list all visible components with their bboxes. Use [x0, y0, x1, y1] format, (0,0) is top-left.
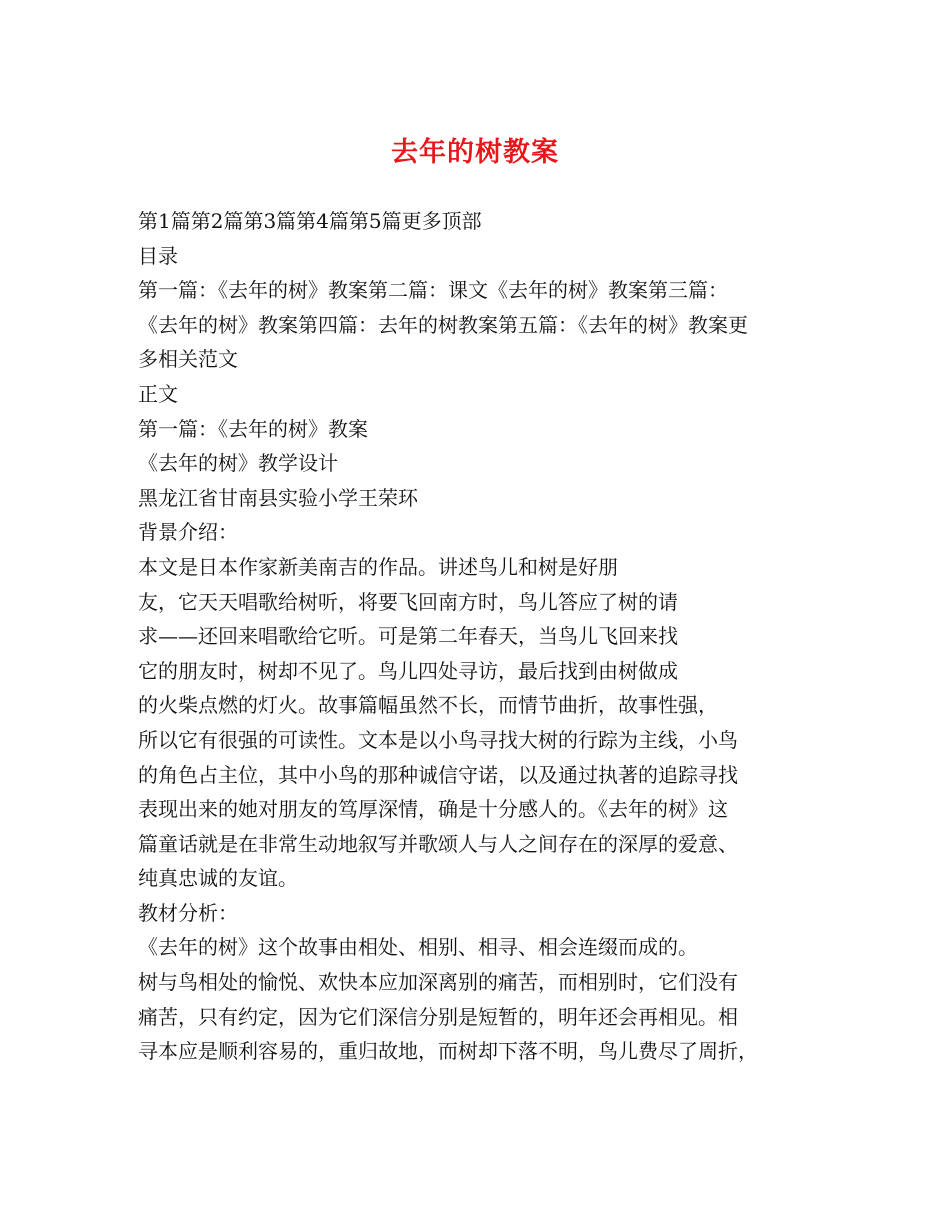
text-line: 第一篇：《去年的树》教案	[138, 416, 368, 441]
text-line: 寻本应是顺利容易的，重归故地，而树却下落不明，鸟儿费尽了周折，	[138, 1039, 758, 1064]
text-line: 篇童话就是在非常生动地叙写并歌颂人与人之间存在的深厚的爱意、	[138, 831, 738, 856]
text-line: 黑龙江省甘南县实验小学王荣环	[138, 485, 418, 510]
text-line: 它的朋友时，树却不见了。鸟儿四处寻访，最后找到由树做成	[138, 658, 678, 683]
text-line: 本文是日本作家新美南吉的作品。讲述鸟儿和树是好朋	[138, 554, 618, 579]
text-line: 树与鸟相处的愉悦、欢快本应加深离别的痛苦，而相别时，它们没有	[138, 970, 738, 995]
text-line: 痛苦，只有约定，因为它们深信分别是短暂的，明年还会再相见。相	[138, 1004, 738, 1029]
text-line: 《去年的树》这个故事由相处、相别、相寻、相会连缀而成的。	[138, 935, 698, 960]
text-line: 的火柴点燃的灯火。故事篇幅虽然不长，而情节曲折，故事性强，	[138, 693, 718, 718]
text-line: 纯真忠诚的友谊。	[138, 866, 298, 891]
text-line: 友，它天天唱歌给树听，将要飞回南方时，鸟儿答应了树的请	[138, 589, 678, 614]
text-line: 正文	[138, 381, 178, 406]
text-line: 多相关范文	[138, 347, 238, 372]
text-line: 第1篇第2篇第3篇第4篇第5篇更多顶部	[138, 209, 482, 233]
text-line: 表现出来的她对朋友的笃厚深情，确是十分感人的。《去年的树》这	[138, 797, 728, 822]
text-line: 《去年的树》教学设计	[138, 451, 338, 476]
text-line: 目录	[138, 243, 178, 268]
text-line: 所以它有很强的可读性。文本是以小鸟寻找大树的行踪为主线，小鸟	[138, 727, 738, 752]
text-line: 求——还回来唱歌给它听。可是第二年春天，当鸟儿飞回来找	[138, 624, 678, 649]
text-line: 第一篇：《去年的树》教案第二篇：课文《去年的树》教案第三篇：	[138, 278, 728, 303]
text-line: 背景介绍：	[138, 520, 238, 545]
text-line: 的角色占主位，其中小鸟的那种诚信守诺，以及通过执著的追踪寻找	[138, 762, 738, 787]
document-body	[138, 204, 828, 1069]
document-title: 去年的树教案	[391, 137, 559, 168]
text-line: 教材分析：	[138, 900, 238, 925]
text-line: 《去年的树》教案第四篇：去年的树教案第五篇：《去年的树》教案更	[138, 312, 748, 337]
